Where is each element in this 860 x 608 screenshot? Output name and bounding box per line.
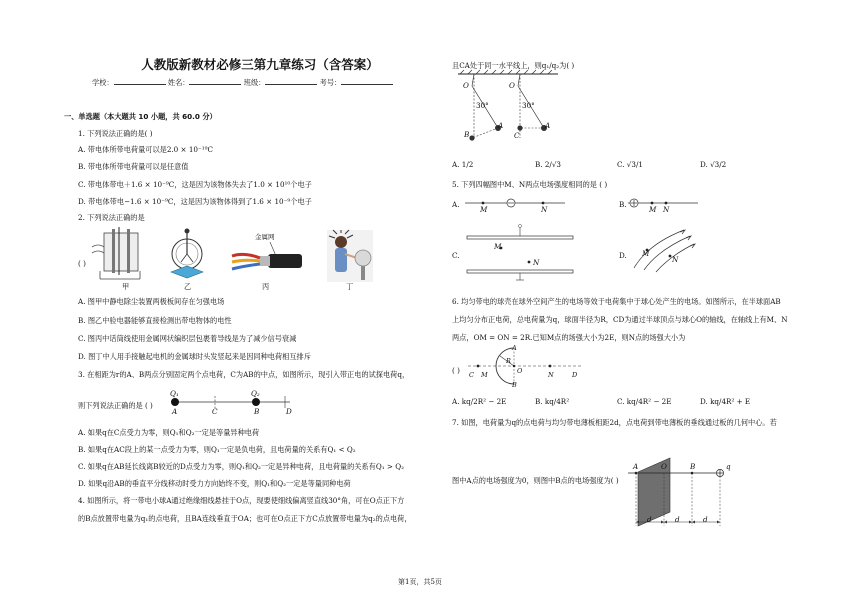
q5-label-a: A. — [452, 200, 460, 209]
q6-fig-b: B — [512, 381, 517, 389]
q7-fig-d1: d — [647, 515, 652, 524]
q7-line2: 图中A点的电场强度为0，则图中B点的电场强度为( ) — [452, 476, 619, 485]
q5-d-n: N — [672, 255, 679, 264]
q5-a-m: M — [480, 205, 488, 214]
q7-figure — [628, 454, 738, 529]
q5-a-n: N — [541, 205, 548, 214]
q2-mesh-label: 金属网 — [255, 233, 275, 241]
q6-fig-m: M — [481, 371, 488, 379]
q6-line3: 两点，OM = ON = 2R.已知M点的场强大小为2E，则N点的场强大小为 — [452, 333, 686, 342]
q2-option-d: D. 图丁中人用手接触起电机的金属球时头发竖起来是因同种电荷相互排斥 — [78, 352, 311, 361]
q1-option-b: B. 带电体所带电荷量可以是任意值 — [78, 162, 189, 171]
q7-fig-b: B — [690, 462, 696, 471]
q6-line1: 6. 均匀带电的球壳在球外空间产生的电场等效于电荷集中于球心处产生的电场。如图所示，在半球面AB — [452, 297, 781, 306]
q6-fig-r: R — [506, 357, 511, 365]
q3-fig-a: A — [172, 407, 178, 416]
q2-fig-label-ding: 丁 — [346, 282, 354, 291]
q4-option-a: A. 1/2 — [452, 160, 474, 169]
q6-fig-d: D — [572, 371, 578, 379]
q3-option-b: B. 如果q在AC段上的某一点受力为零，则Q₁一定是负电荷，且电荷量的关系有Q₁ < Q₂ — [78, 445, 356, 454]
q2-fig-label-yi: 乙 — [184, 282, 192, 291]
q6-fig-c: C — [469, 371, 474, 379]
q2-option-b: B. 图乙中验电器能够直接检测出带电物体的电性 — [78, 316, 232, 325]
q6-fig-o: O — [517, 367, 523, 375]
q2-fig-label-jia: 甲 — [122, 282, 130, 291]
q4-fig-angle-right: 30° — [522, 101, 535, 110]
student-info-line — [92, 77, 393, 88]
q5-label-c: C. — [452, 251, 460, 260]
q2-fig-label-bing: 丙 — [262, 282, 270, 291]
q6-option-b: B. kq/4R² — [535, 397, 570, 406]
q5-label-d: D. — [619, 251, 627, 260]
q2-figure-jia — [90, 225, 148, 290]
q5-b-n: N — [663, 205, 670, 214]
page-title: 人教版新教材必修三第九章练习（含答案） — [141, 57, 379, 72]
q3-figure — [165, 388, 295, 416]
q4-option-d: D. √3/2 — [700, 160, 727, 169]
q3-fig-c: C — [212, 407, 218, 416]
q3-option-a: A. 如果q在C点受力为零，则Q₁和Q₂一定是等量异种电荷 — [78, 428, 260, 437]
q4-fig-o-left: O — [463, 81, 469, 90]
q3-option-c: C. 如果q在AB延长线离B较近的D点受力为零，则Q₁和Q₂一定是异种电荷，且电荷量的关系有Q₁ > Q₂ — [78, 462, 404, 471]
q1-option-a: A. 带电体所带电荷量可以是2.0 × 10⁻¹⁹C — [78, 145, 214, 154]
exam-no-label: 考号： — [319, 78, 342, 87]
q1-stem: 1. 下列说法正确的是( ) — [78, 129, 153, 138]
class-label: 班级： — [243, 78, 266, 87]
q5-stem: 5. 下列四幅图中M、N两点电场强度相同的是 ( ) — [452, 180, 608, 189]
q5-figure-c — [465, 224, 585, 282]
q5-label-b: B. — [619, 200, 627, 209]
q6-option-c: C. kq/4R² − 2E — [617, 397, 672, 406]
q4-line1: 4. 如图所示，将一带电小球A通过绝缘细线悬挂于O点，现要使细线偏离竖直线30°角，可在O点正下方 — [78, 496, 405, 505]
q7-fig-d3: d — [703, 515, 708, 524]
page-footer: 第1页，共5页 — [398, 578, 442, 586]
school-label: 学校： — [92, 78, 114, 87]
q3-fig-q2: Q₂ — [251, 389, 260, 398]
q2-option-a: A. 图甲中静电除尘装置两极板间存在匀强电场 — [78, 297, 225, 306]
q2-paren: ( ) — [78, 259, 86, 268]
q3-stem-cont: 则下列说法正确的是 ( ) — [78, 401, 153, 410]
q6-option-d: D. kq/4R² + E — [700, 397, 751, 406]
q7-line1: 7. 如图，电荷量为q的点电荷与均匀带电薄板相距2d，点电荷到带电薄板的垂线通过板的几何中心。若 — [452, 418, 777, 427]
q1-option-c: C. 带电体带电＋1.6 × 10⁻⁹C，这是因为该物体失去了1.0 × 10¹⁰个电子 — [78, 180, 312, 189]
q5-figure-d — [630, 228, 700, 273]
q3-option-d: D. 如果q沿AB的垂直平分线移动时受力方向始终不变，则Q₁和Q₂一定是等量同种电荷 — [78, 479, 351, 488]
q4-fig-angle-left: 30° — [476, 101, 489, 110]
q7-fig-o: O — [661, 462, 667, 471]
q7-fig-d2: d — [675, 515, 680, 524]
q4-fig-c: C — [514, 131, 520, 140]
q6-fig-a: A — [512, 344, 517, 352]
q1-option-d: D. 带电体带电−1.6 × 10⁻⁹C，这是因为该物体得到了1.6 × 10⁻⁹个电子 — [78, 197, 312, 206]
q6-paren: ( ) — [452, 366, 460, 375]
q3-stem: 3. 在相距为r的A、B两点分别固定两个点电荷，C为AB的中点，如图所示，现引入带正电的试探电荷q， — [78, 370, 410, 379]
q4-option-c: C. √3/1 — [617, 160, 643, 169]
name-blank[interactable] — [189, 77, 241, 85]
q6-fig-n: N — [548, 371, 554, 379]
q4-fig-b: B — [464, 130, 470, 139]
q2-stem: 2. 下列说法正确的是 — [78, 213, 145, 222]
q5-d-m: M — [642, 249, 650, 258]
q3-fig-q1: Q₁ — [170, 389, 179, 398]
q5-b-m: M — [649, 205, 657, 214]
q7-fig-q: q — [726, 462, 731, 471]
name-label: 姓名： — [167, 78, 190, 87]
q4-cont: 且CA处于同一水平线上，则q₁/q₂为( ) — [452, 61, 575, 70]
q6-option-a: A. kq/2R² − 2E — [452, 397, 507, 406]
q5-c-n: N — [533, 258, 540, 267]
q4-line2: 的B点放置带电量为q₁的点电荷，且BA连线垂直于OA；也可在O点正下方C点放置带电量为q₂的点电荷， — [78, 514, 412, 523]
q4-fig-a-right: A — [545, 121, 551, 130]
q6-line2: 上均匀分布正电荷，总电荷量为q，球面半径为R，CD为通过半球顶点与球心O的轴线，在轴线上有M、N — [452, 315, 788, 324]
q3-fig-b: B — [254, 407, 260, 416]
school-blank[interactable] — [114, 77, 166, 85]
class-blank[interactable] — [265, 77, 317, 85]
q4-fig-a-left: A — [498, 121, 504, 130]
q7-fig-a: A — [633, 462, 639, 471]
q4-fig-o-right: O — [509, 81, 515, 90]
q3-fig-d: D — [286, 407, 292, 416]
q5-c-m: M — [494, 242, 502, 251]
section-heading: 一、单选题（本大题共 10 小题，共 60.0 分） — [64, 112, 217, 121]
exam-no-blank[interactable] — [341, 77, 393, 85]
q2-figure-yi — [163, 228, 211, 283]
q2-figure-bing — [230, 242, 305, 282]
q2-figure-ding — [327, 230, 373, 282]
q4-option-b: B. 2/√3 — [535, 160, 561, 169]
q2-option-c: C. 图丙中话筒线使用金属网状编织层包裹着导线是为了减少信号衰减 — [78, 334, 297, 343]
